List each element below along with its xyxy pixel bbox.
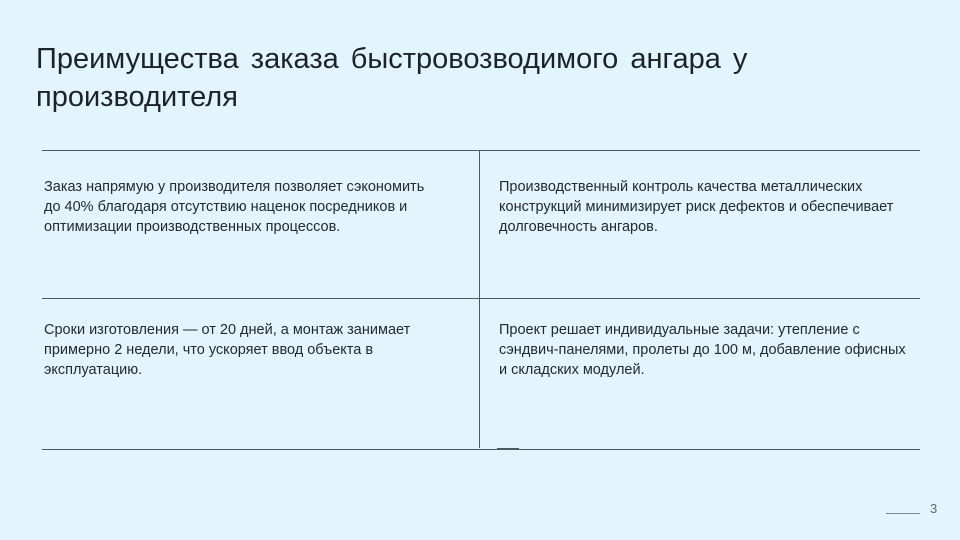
table-divider-tick (497, 448, 519, 449)
page-number-rule (886, 513, 920, 514)
slide-title: Преимущества заказа быстровозводимого ангара у производителя (36, 43, 748, 113)
page-number: 3 (930, 501, 938, 516)
table-cell-savings: Заказ напрямую у производителя позволяет сэкономить до 40% благодаря отсутствию наценок посредников и оптимизации производственных процессов. (44, 179, 425, 235)
table-cell-timeline: Сроки изготовления — от 20 дней, а монтаж занимает примерно 2 недели, что ускоряет ввод объекта в эксплуатацию. (44, 322, 411, 378)
table-top-rule (42, 150, 920, 151)
table-bottom-rule (42, 449, 920, 450)
advantages-table (42, 150, 920, 450)
table-cell-custom-design: Проект решает индивидуальные задачи: утепление с сэндвич-панелями, пролеты до 100 м, добавление офисных и складских модулей. (499, 322, 906, 378)
table-column-divider (479, 150, 480, 448)
table-cell-quality-control: Производственный контроль качества металлических конструкций минимизирует риск дефектов и обеспечивает долговечность ангаров. (499, 179, 894, 235)
table-middle-rule (42, 298, 920, 299)
